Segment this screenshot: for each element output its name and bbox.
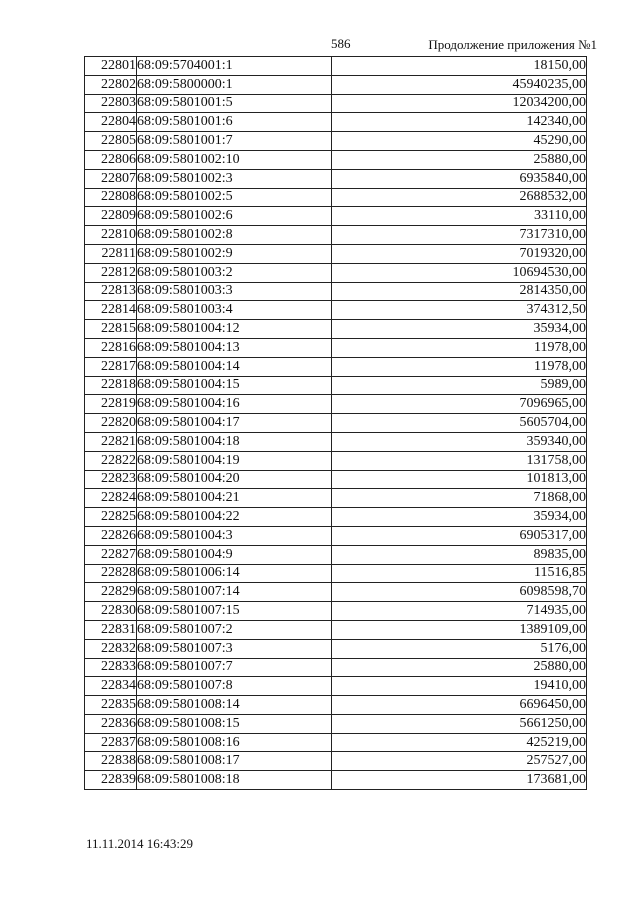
cadastral-number-cell: 68:09:5801007:7 <box>137 658 332 677</box>
cadastral-number-cell: 68:09:5801004:9 <box>137 545 332 564</box>
amount-cell: 374312,50 <box>332 301 587 320</box>
cadastral-number-cell: 68:09:5801004:13 <box>137 338 332 357</box>
table-row <box>85 282 587 301</box>
row-number-cell: 22838 <box>85 752 137 771</box>
cadastral-number-cell: 68:09:5801007:2 <box>137 620 332 639</box>
row-number-cell: 22839 <box>85 771 137 790</box>
table-row <box>85 470 587 489</box>
amount-cell: 71868,00 <box>332 489 587 508</box>
cadastral-number-cell: 68:09:5801004:3 <box>137 526 332 545</box>
cadastral-number-cell: 68:09:5801002:10 <box>137 150 332 169</box>
amount-cell: 425219,00 <box>332 733 587 752</box>
row-number-cell: 22836 <box>85 714 137 733</box>
amount-cell: 35934,00 <box>332 508 587 527</box>
cadastral-number-cell: 68:09:5801007:15 <box>137 602 332 621</box>
cadastral-number-cell: 68:09:5801008:14 <box>137 696 332 715</box>
amount-cell: 131758,00 <box>332 451 587 470</box>
table-row <box>85 263 587 282</box>
cadastral-number-cell: 68:09:5801002:9 <box>137 244 332 263</box>
row-number-cell: 22830 <box>85 602 137 621</box>
row-number-cell: 22825 <box>85 508 137 527</box>
row-number-cell: 22818 <box>85 376 137 395</box>
row-number-cell: 22815 <box>85 320 137 339</box>
row-number-cell: 22832 <box>85 639 137 658</box>
amount-cell: 142340,00 <box>332 113 587 132</box>
table-row <box>85 94 587 113</box>
table-row <box>85 301 587 320</box>
cadastral-number-cell: 68:09:5704001:1 <box>137 57 332 76</box>
table-row <box>85 451 587 470</box>
amount-cell: 25880,00 <box>332 150 587 169</box>
row-number-cell: 22833 <box>85 658 137 677</box>
amount-cell: 5605704,00 <box>332 414 587 433</box>
amount-cell: 5661250,00 <box>332 714 587 733</box>
cadastral-number-cell: 68:09:5801001:7 <box>137 132 332 151</box>
table-row <box>85 658 587 677</box>
row-number-cell: 22822 <box>85 451 137 470</box>
amount-cell: 19410,00 <box>332 677 587 696</box>
amount-cell: 33110,00 <box>332 207 587 226</box>
table-row <box>85 696 587 715</box>
table-row <box>85 169 587 188</box>
row-number-cell: 22812 <box>85 263 137 282</box>
row-number-cell: 22821 <box>85 432 137 451</box>
table-row <box>85 489 587 508</box>
amount-cell: 10694530,00 <box>332 263 587 282</box>
register-table-body <box>85 57 587 790</box>
row-number-cell: 22835 <box>85 696 137 715</box>
amount-cell: 5989,00 <box>332 376 587 395</box>
table-row <box>85 583 587 602</box>
table-row <box>85 376 587 395</box>
amount-cell: 2814350,00 <box>332 282 587 301</box>
cadastral-number-cell: 68:09:5801004:14 <box>137 357 332 376</box>
row-number-cell: 22805 <box>85 132 137 151</box>
print-timestamp: 11.11.2014 16:43:29 <box>86 836 194 851</box>
table-row <box>85 733 587 752</box>
table-row <box>85 132 587 151</box>
row-number-cell: 22811 <box>85 244 137 263</box>
row-number-cell: 22831 <box>85 620 137 639</box>
table-row <box>85 639 587 658</box>
amount-cell: 359340,00 <box>332 432 587 451</box>
table-row <box>85 207 587 226</box>
cadastral-number-cell: 68:09:5801004:18 <box>137 432 332 451</box>
amount-cell: 25880,00 <box>332 658 587 677</box>
amount-cell: 257527,00 <box>332 752 587 771</box>
row-number-cell: 22820 <box>85 414 137 433</box>
cadastral-number-cell: 68:09:5801004:12 <box>137 320 332 339</box>
table-row <box>85 244 587 263</box>
row-number-cell: 22806 <box>85 150 137 169</box>
amount-cell: 6696450,00 <box>332 696 587 715</box>
cadastral-number-cell: 68:09:5801008:16 <box>137 733 332 752</box>
amount-cell: 173681,00 <box>332 771 587 790</box>
amount-cell: 7096965,00 <box>332 395 587 414</box>
cadastral-number-cell: 68:09:5801004:19 <box>137 451 332 470</box>
cadastral-number-cell: 68:09:5801004:16 <box>137 395 332 414</box>
amount-cell: 714935,00 <box>332 602 587 621</box>
table-row <box>85 752 587 771</box>
amount-cell: 7019320,00 <box>332 244 587 263</box>
amount-cell: 6935840,00 <box>332 169 587 188</box>
cadastral-number-cell: 68:09:5801004:20 <box>137 470 332 489</box>
amount-cell: 35934,00 <box>332 320 587 339</box>
table-row <box>85 564 587 583</box>
cadastral-number-cell: 68:09:5801002:6 <box>137 207 332 226</box>
amount-cell: 11516,85 <box>332 564 587 583</box>
cadastral-number-cell: 68:09:5801003:2 <box>137 263 332 282</box>
cadastral-number-cell: 68:09:5801008:17 <box>137 752 332 771</box>
table-row <box>85 771 587 790</box>
table-row <box>85 57 587 76</box>
row-number-cell: 22828 <box>85 564 137 583</box>
cadastral-number-cell: 68:09:5801007:8 <box>137 677 332 696</box>
amount-cell: 45290,00 <box>332 132 587 151</box>
cadastral-number-cell: 68:09:5801004:17 <box>137 414 332 433</box>
table-row <box>85 620 587 639</box>
cadastral-number-cell: 68:09:5801007:3 <box>137 639 332 658</box>
amount-cell: 1389109,00 <box>332 620 587 639</box>
row-number-cell: 22827 <box>85 545 137 564</box>
cadastral-number-cell: 68:09:5801003:3 <box>137 282 332 301</box>
cadastral-number-cell: 68:09:5800000:1 <box>137 75 332 94</box>
row-number-cell: 22809 <box>85 207 137 226</box>
row-number-cell: 22824 <box>85 489 137 508</box>
cadastral-number-cell: 68:09:5801002:8 <box>137 226 332 245</box>
row-number-cell: 22810 <box>85 226 137 245</box>
row-number-cell: 22813 <box>85 282 137 301</box>
row-number-cell: 22816 <box>85 338 137 357</box>
row-number-cell: 22803 <box>85 94 137 113</box>
register-table <box>84 56 587 790</box>
table-row <box>85 320 587 339</box>
amount-cell: 6905317,00 <box>332 526 587 545</box>
amount-cell: 11978,00 <box>332 338 587 357</box>
table-row <box>85 414 587 433</box>
row-number-cell: 22801 <box>85 57 137 76</box>
table-row <box>85 508 587 527</box>
cadastral-number-cell: 68:09:5801004:15 <box>137 376 332 395</box>
cadastral-number-cell: 68:09:5801004:22 <box>137 508 332 527</box>
cadastral-number-cell: 68:09:5801006:14 <box>137 564 332 583</box>
cadastral-number-cell: 68:09:5801001:6 <box>137 113 332 132</box>
amount-cell: 7317310,00 <box>332 226 587 245</box>
amount-cell: 101813,00 <box>332 470 587 489</box>
cadastral-number-cell: 68:09:5801002:5 <box>137 188 332 207</box>
amount-cell: 5176,00 <box>332 639 587 658</box>
table-row <box>85 602 587 621</box>
table-row <box>85 226 587 245</box>
table-row <box>85 357 587 376</box>
table-row <box>85 150 587 169</box>
appendix-title: Продолжение приложения №1 <box>428 37 597 52</box>
cadastral-number-cell: 68:09:5801008:18 <box>137 771 332 790</box>
cadastral-number-cell: 68:09:5801002:3 <box>137 169 332 188</box>
row-number-cell: 22819 <box>85 395 137 414</box>
page-number: 586 <box>331 36 351 51</box>
table-row <box>85 75 587 94</box>
cadastral-number-cell: 68:09:5801007:14 <box>137 583 332 602</box>
amount-cell: 12034200,00 <box>332 94 587 113</box>
amount-cell: 45940235,00 <box>332 75 587 94</box>
table-row <box>85 677 587 696</box>
row-number-cell: 22817 <box>85 357 137 376</box>
row-number-cell: 22826 <box>85 526 137 545</box>
table-row <box>85 545 587 564</box>
table-row <box>85 113 587 132</box>
amount-cell: 18150,00 <box>332 57 587 76</box>
row-number-cell: 22814 <box>85 301 137 320</box>
row-number-cell: 22837 <box>85 733 137 752</box>
table-row <box>85 432 587 451</box>
row-number-cell: 22804 <box>85 113 137 132</box>
table-row <box>85 526 587 545</box>
cadastral-number-cell: 68:09:5801004:21 <box>137 489 332 508</box>
row-number-cell: 22834 <box>85 677 137 696</box>
table-row <box>85 338 587 357</box>
table-row <box>85 188 587 207</box>
table-row <box>85 714 587 733</box>
amount-cell: 89835,00 <box>332 545 587 564</box>
amount-cell: 2688532,00 <box>332 188 587 207</box>
amount-cell: 6098598,70 <box>332 583 587 602</box>
amount-cell: 11978,00 <box>332 357 587 376</box>
row-number-cell: 22802 <box>85 75 137 94</box>
row-number-cell: 22823 <box>85 470 137 489</box>
row-number-cell: 22807 <box>85 169 137 188</box>
cadastral-number-cell: 68:09:5801003:4 <box>137 301 332 320</box>
row-number-cell: 22808 <box>85 188 137 207</box>
cadastral-number-cell: 68:09:5801008:15 <box>137 714 332 733</box>
cadastral-number-cell: 68:09:5801001:5 <box>137 94 332 113</box>
table-row <box>85 395 587 414</box>
row-number-cell: 22829 <box>85 583 137 602</box>
